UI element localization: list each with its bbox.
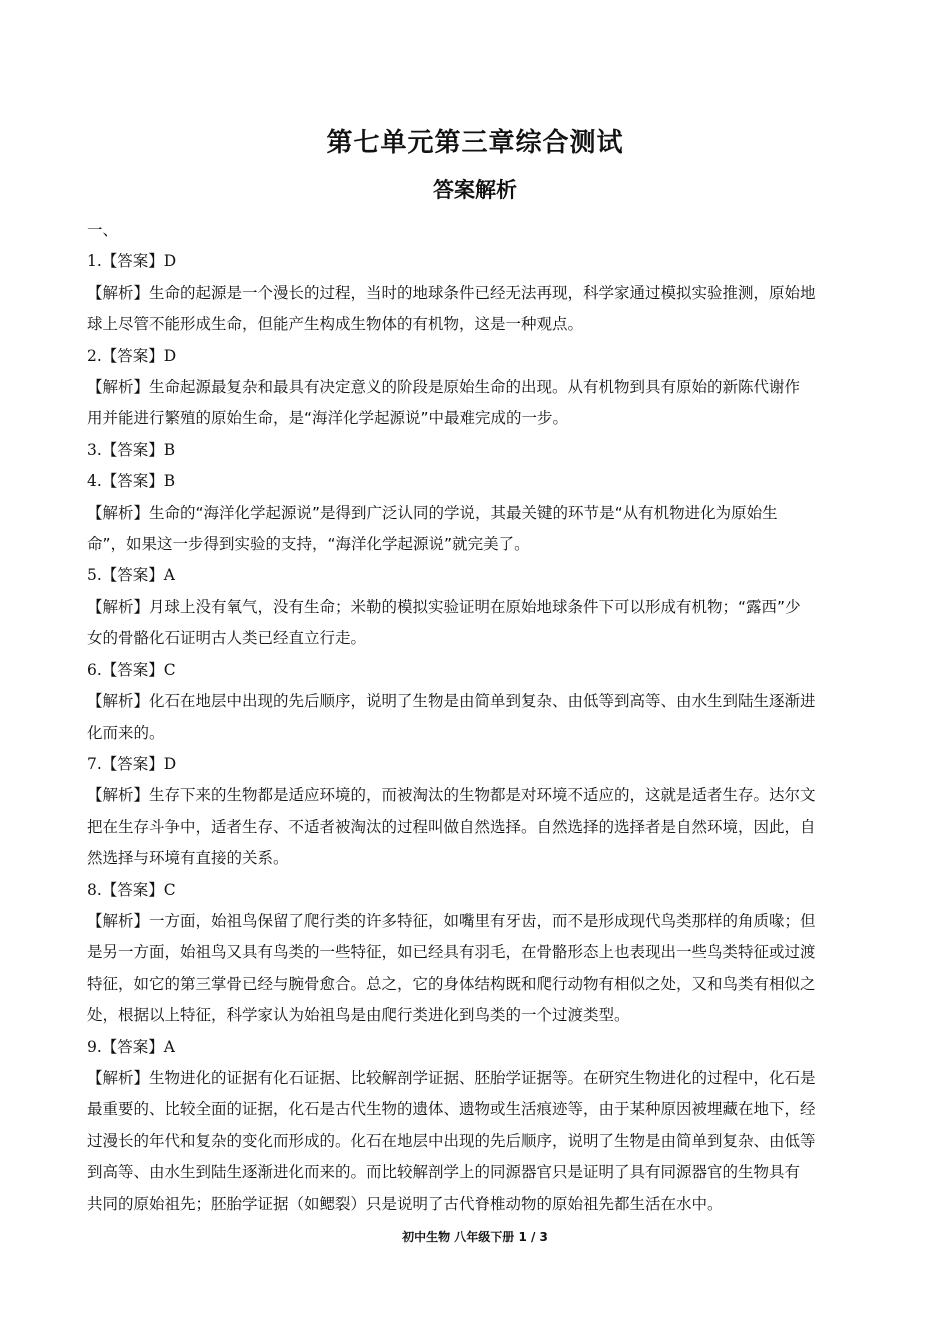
explanation-line: 共同的原始祖先；胚胎学证据（如鳃裂）只是说明了古代脊椎动物的原始祖先都生活在水中。 bbox=[87, 1194, 723, 1213]
explanation-line: 【解析】生物进化的证据有化石证据、比较解剖学证据、胚胎学证据等。在研究生物进化的过程中，化石是 bbox=[87, 1068, 816, 1087]
explanation-line: 处，根据以上特征，科学家认为始祖鸟是由爬行类进化到鸟类的一个过渡类型。 bbox=[87, 1006, 630, 1025]
explanation-line: 过漫长的年代和复杂的变化而形成的。化石在地层中出现的先后顺序，说明了生物是由简单到复杂、由低等 bbox=[87, 1131, 816, 1150]
explanation-line: 用并能进行繁殖的原始生命，是“海洋化学起源说”中最难完成的一步。 bbox=[87, 409, 569, 428]
explanation-line: 女的骨骼化石证明古人类已经直立行走。 bbox=[87, 629, 367, 648]
answer-line: 2.【答案】D bbox=[87, 346, 177, 365]
answer-line: 7.【答案】D bbox=[87, 754, 177, 773]
answer-content bbox=[87, 215, 867, 1220]
page-footer: 初中生物 八年级下册 1 / 3 bbox=[402, 1230, 548, 1244]
answer-line: 5.【答案】A bbox=[87, 566, 175, 585]
explanation-line: 球上尽管不能形成生命，但能产生构成生物体的有机物，这是一种观点。 bbox=[87, 315, 584, 334]
answer-line: 8.【答案】C bbox=[87, 880, 176, 899]
explanation-line: 化而来的。 bbox=[87, 723, 165, 742]
page-subtitle: 答案解析 bbox=[433, 178, 517, 202]
explanation-line: 【解析】生命起源最复杂和最具有决定意义的阶段是原始生命的出现。从有机物到具有原始的新陈代谢作 bbox=[87, 378, 801, 397]
explanation-line: 【解析】月球上没有氧气，没有生命；米勒的模拟实验证明在原始地球条件下可以形成有机物；“露西”少 bbox=[87, 597, 801, 616]
explanation-line: 【解析】生命的“海洋化学起源说”是得到广泛认同的学说，其最关键的环节是“从有机物进化为原始生 bbox=[87, 503, 778, 522]
explanation-line: 【解析】生存下来的生物都是适应环境的，而被淘汰的生物都是对环境不适应的，这就是适者生存。达尔文 bbox=[87, 786, 816, 805]
explanation-line: 是另一方面，始祖鸟又具有鸟类的一些特征，如已经具有羽毛，在骨骼形态上也表现出一些鸟类特征或过渡 bbox=[87, 943, 816, 962]
explanation-line: 【解析】化石在地层中出现的先后顺序，说明了生物是由简单到复杂、由低等到高等、由水生到陆生逐渐进 bbox=[87, 692, 816, 711]
explanation-line: 到高等、由水生到陆生逐渐进化而来的。而比较解剖学上的同源器官只是证明了具有同源器官的生物具有 bbox=[87, 1163, 801, 1182]
section-heading: 一、 bbox=[87, 221, 119, 239]
page-title: 第七单元第三章综合测试 bbox=[326, 128, 624, 158]
answer-line: 4.【答案】B bbox=[87, 472, 176, 491]
explanation-line: 把在生存斗争中，适者生存、不适者被淘汰的过程叫做自然选择。自然选择的选择者是自然环境，因此，自 bbox=[87, 817, 816, 836]
explanation-line: 然选择与环境有直接的关系。 bbox=[87, 849, 289, 868]
answer-line: 3.【答案】B bbox=[87, 440, 176, 459]
explanation-line: 最重要的、比较全面的证据，化石是古代生物的遗体、遗物或生活痕迹等，由于某种原因被埋藏在地下，经 bbox=[87, 1100, 816, 1119]
answer-line: 1.【答案】D bbox=[87, 252, 177, 271]
answer-line: 9.【答案】A bbox=[87, 1037, 175, 1056]
explanation-line: 【解析】一方面，始祖鸟保留了爬行类的许多特征，如嘴里有牙齿，而不是形成现代鸟类那样的角质喙；但 bbox=[87, 911, 816, 930]
explanation-line: 特征，如它的第三掌骨已经与腕骨愈合。总之，它的身体结构既和爬行动物有相似之处，又和鸟类有相似之 bbox=[87, 974, 816, 993]
explanation-line: 【解析】生命的起源是一个漫长的过程，当时的地球条件已经无法再现，科学家通过模拟实验推测，原始地 bbox=[87, 283, 816, 302]
answer-line: 6.【答案】C bbox=[87, 660, 176, 679]
explanation-line: 命”，如果这一步得到实验的支持，“海洋化学起源说”就完美了。 bbox=[87, 535, 530, 554]
